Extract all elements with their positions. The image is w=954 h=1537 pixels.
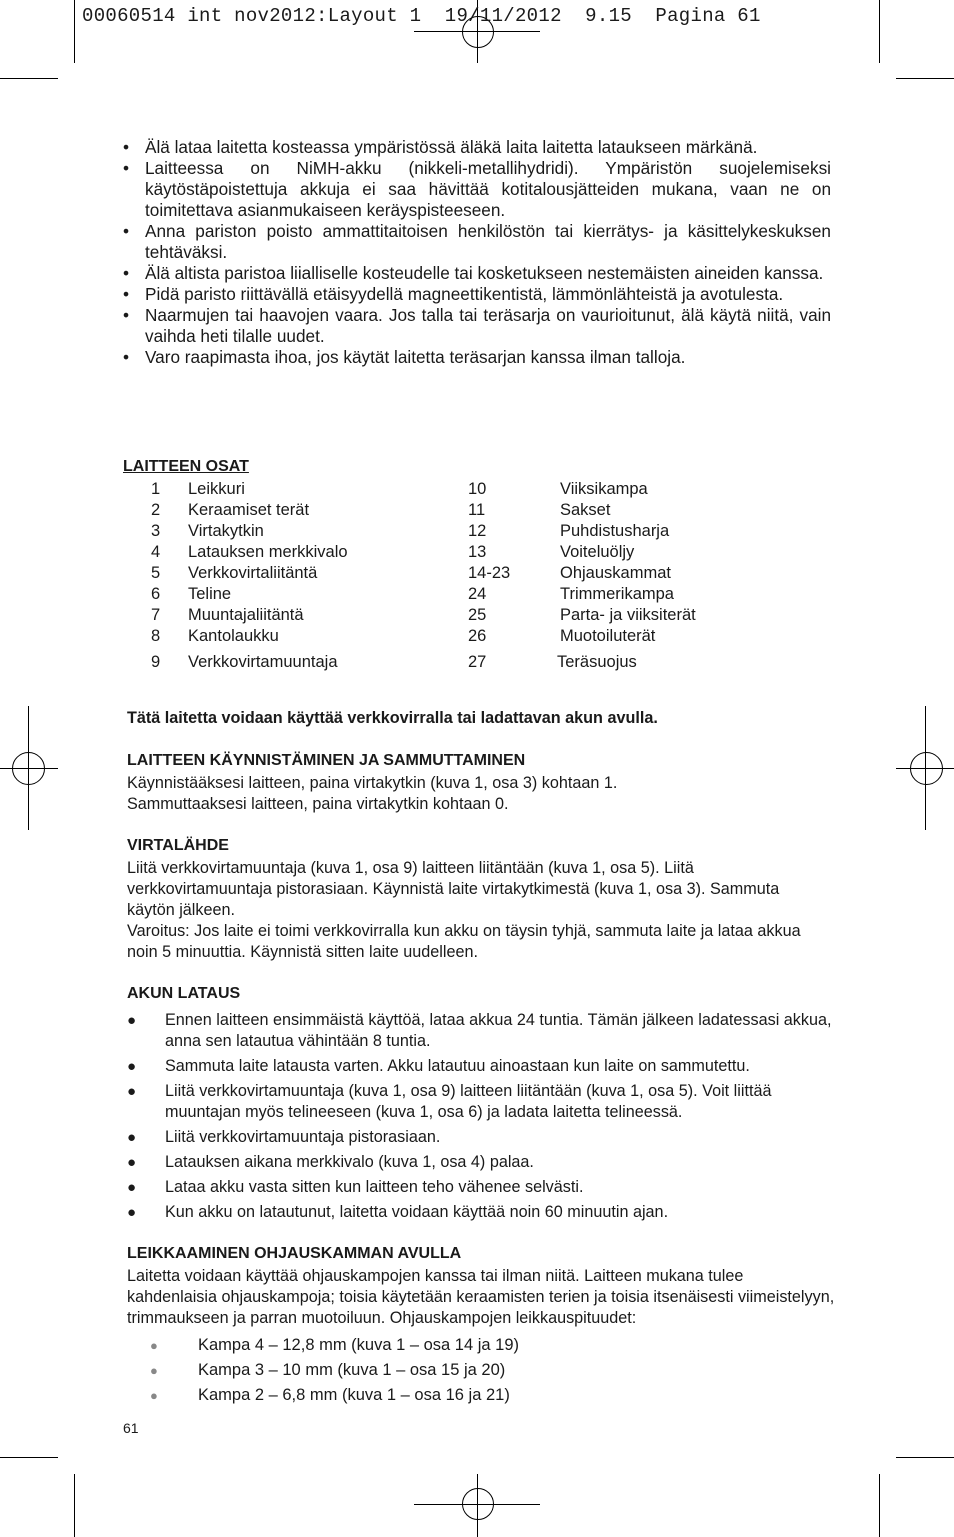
list-item: ● Liitä verkkovirtamuuntaja (kuva 1, osa 9) laitteen liitäntään (kuva 1, osa 5). Voit liittää muuntajan myös telineeseen (kuva 1, osa 6) ja ladata laitetta telineessä. <box>127 1082 772 1121</box>
list-item: ● Lataa akku vasta sitten kun laitteen teho vähenee selvästi. <box>127 1178 584 1196</box>
list-item: ● Latauksen aikana merkkivalo (kuva 1, osa 4) palaa. <box>127 1153 534 1171</box>
cutting-heading: LEIKKAAMINEN OHJAUSKAMMAN AVULLA <box>127 1245 462 1262</box>
list-item: ● Kampa 2 – 6,8 mm (kuva 1 – osa 16 ja 21) <box>150 1386 510 1404</box>
list-item: ● Kampa 3 – 10 mm (kuva 1 – osa 15 ja 20) <box>150 1361 506 1379</box>
list-item: ● Kun akku on latautunut, laitetta voidaan käyttää noin 60 minuutin ajan. <box>127 1203 669 1221</box>
onoff-heading: LAITTEEN KÄYNNISTÄMINEN JA SAMMUTTAMINEN <box>127 752 526 769</box>
list-item: • Anna pariston poisto ammattitaitoisen henkilöstön tai kierrätys- ja käsittelykeskuksen tehtäväksi. <box>123 221 831 262</box>
list-item: • Älä lataa laitetta kosteassa ympäristössä äläkä laita laitetta lataukseen märkänä. <box>123 137 758 157</box>
list-item: • Varo raapimasta ihoa, jos käytät laitetta teräsarjan kanssa ilman talloja. <box>123 347 686 367</box>
power-heading: VIRTALÄHDE <box>127 837 229 854</box>
power-text: Liitä verkkovirtamuuntaja (kuva 1, osa 9) laitteen liitäntään (kuva 1, osa 5). Liitä verkkovirtamuuntaja pistorasiaan. Käynnistä laite virtakytkimestä (kuva 1, osa 3). Sammuta käytön jälkeen. <box>127 859 780 919</box>
list-item: • Naarmujen tai haavojen vaara. Jos talla tai teräsarja on vaurioitunut, älä käytä niitä, vain vaihda heti tilalle uudet. <box>123 305 831 346</box>
list-item: • Laitteessa on NiMH-akku (nikkeli-metallihydridi). Ympäristön suojelemiseksi käytöstäpoistettuja akkuja ei saa hävittää kotitalousjätteiden mukana, vaan ne on toimitettava asianmukaiseen keräyspisteeseen. <box>123 158 831 220</box>
onoff-text: Käynnistääksesi laitteen, paina virtakytkin (kuva 1, osa 3) kohtaan 1. Sammuttaaksesi laitteen, paina virtakytkin kohtaan 0. <box>127 774 618 813</box>
list-item: • Pidä paristo riittävällä etäisyydellä magneettikentistä, lämmönlähteistä ja avotulesta. <box>123 284 784 304</box>
list-item: ● Sammuta laite latausta varten. Akku latautuu ainoastaan kun laite on sammutettu. <box>127 1057 750 1075</box>
list-item: ● Ennen laitteen ensimmäistä käyttöä, lataa akkua 24 tuntia. Tämän jälkeen ladatessasi akkua, anna sen latautua vähintään 8 tuntia. <box>127 1011 832 1050</box>
charging-list <box>127 1010 847 1227</box>
parts-heading: LAITTEEN OSAT <box>123 458 249 475</box>
charging-heading: AKUN LATAUS <box>127 985 241 1002</box>
list-item: ● Liitä verkkovirtamuuntaja pistorasiaan. <box>127 1128 441 1146</box>
page-number: 61 <box>123 1420 139 1436</box>
print-slug-header: 00060514 int nov2012:Layout 1 19/11/2012 9.15 Pagina 61 <box>82 5 761 27</box>
list-item: • Älä altista paristoa liialliselle kosteudelle tai kosketukseen nestemäisten aineiden kanssa. <box>123 263 824 283</box>
intro-statement: Tätä laitetta voidaan käyttää verkkovirralla tai ladattavan akun avulla. <box>127 709 658 727</box>
power-warning: Varoitus: Jos laite ei toimi verkkovirralla kun akku on täysin tyhjä, sammuta laite ja lataa akkua noin 5 minuuttia. Käynnistä sitten laite uudelleen. <box>127 922 801 961</box>
list-item: ● Kampa 4 – 12,8 mm (kuva 1 – osa 14 ja 19) <box>150 1336 520 1354</box>
safety-bullet-list <box>123 137 831 368</box>
comb-length-list <box>150 1333 519 1408</box>
cutting-text: Laitetta voidaan käyttää ohjauskampojen kanssa tai ilman niitä. Laitteen mukana tulee kahdenlaisia ohjauskampoja; toisia käytetään keraamisten terien ja toisia itsenäisesti viimeistelyyn, trimmaukseen ja parran muotoiluun. Ohjauskampojen leikkauspituudet: <box>127 1267 835 1327</box>
